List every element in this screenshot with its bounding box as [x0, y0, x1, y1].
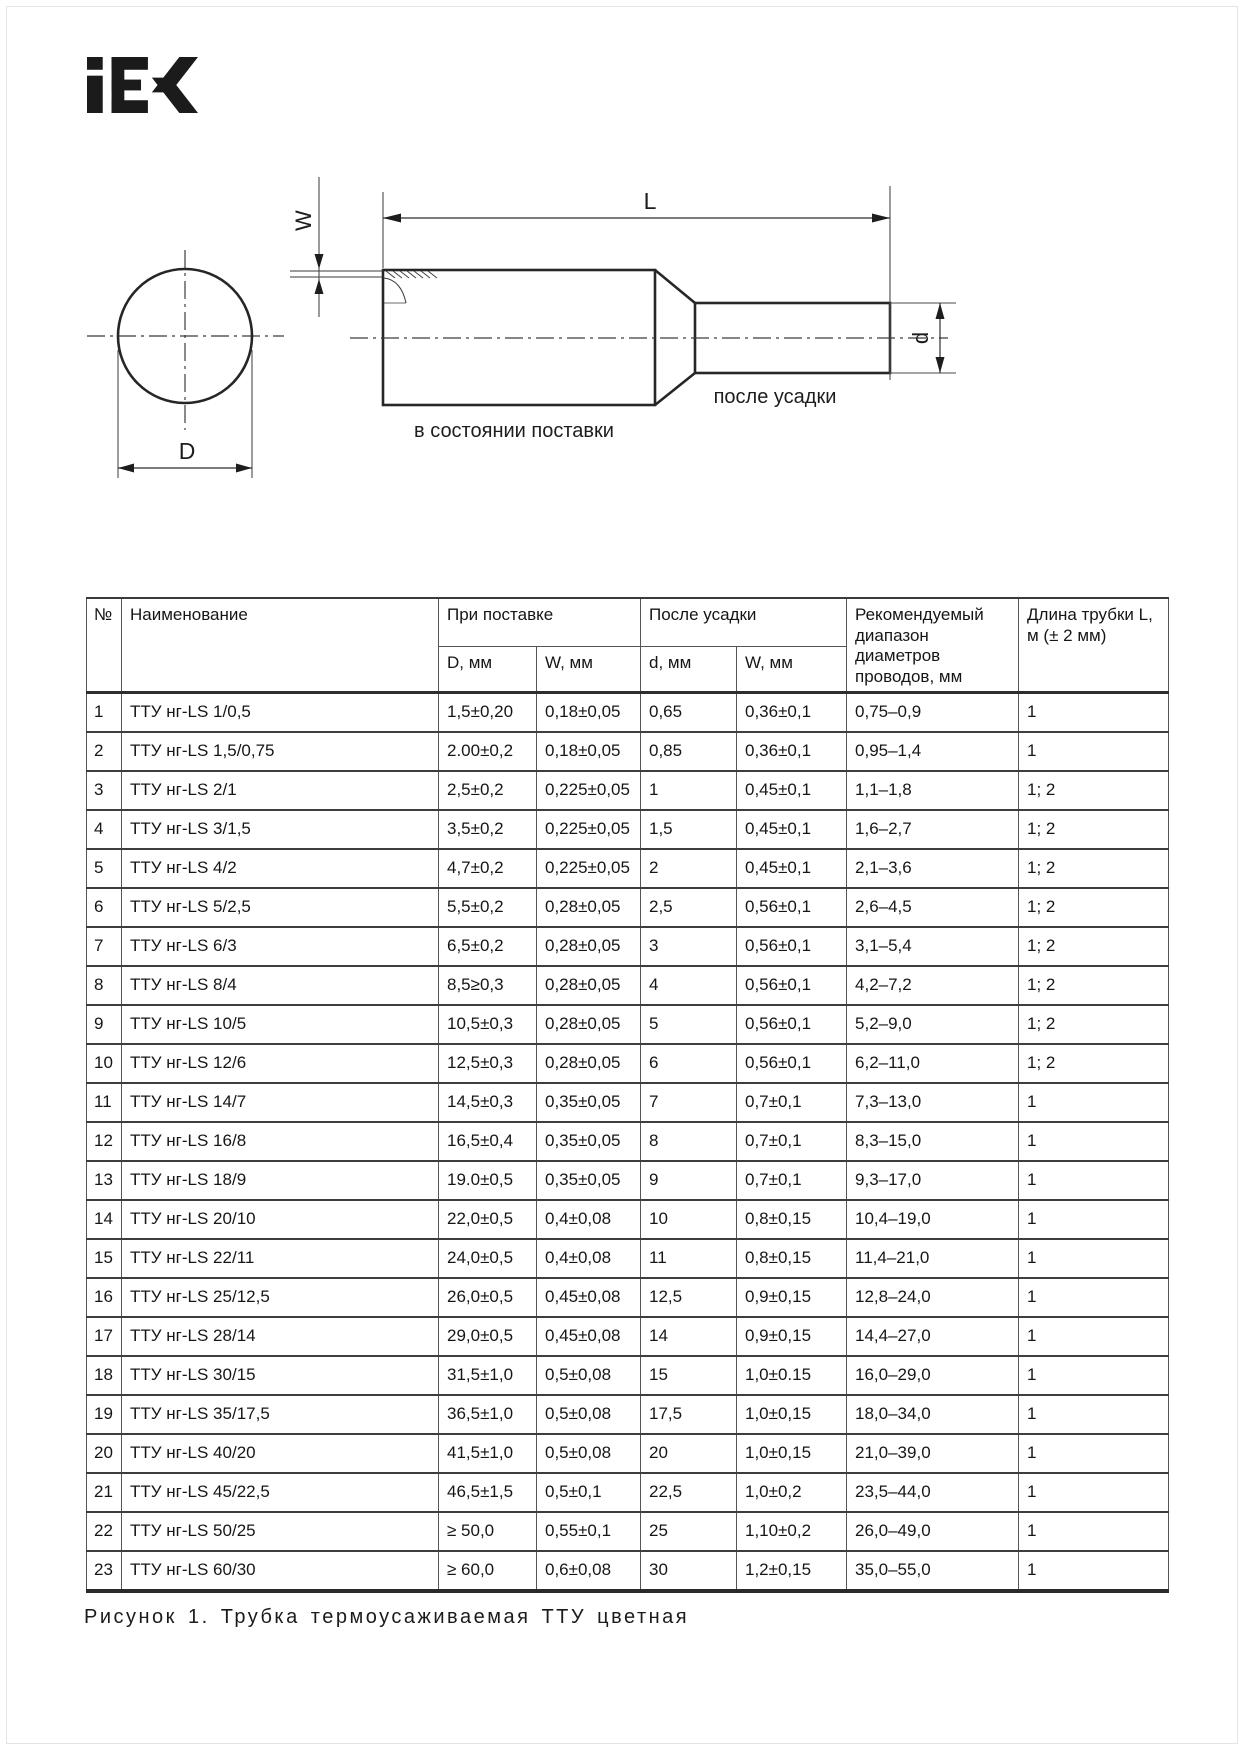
table-cell: 1,5	[641, 810, 737, 849]
table-row	[87, 1161, 1169, 1200]
header-d-supply: D, мм	[439, 646, 537, 692]
arrowhead-right-icon	[236, 464, 252, 473]
table-cell: 1,2±0,15	[737, 1551, 847, 1591]
table-cell: 21,0–39,0	[847, 1434, 1019, 1473]
table-cell: 0,28±0,05	[537, 1005, 641, 1044]
table-cell: 1,10±0,2	[737, 1512, 847, 1551]
table-cell: 7	[87, 927, 122, 966]
table-cell: 2,5±0,2	[439, 771, 537, 810]
table-cell: 0,35±0,05	[537, 1161, 641, 1200]
table-cell: 0,85	[641, 732, 737, 771]
header-range: Рекомендуемый диапазон диаметров проводов, мм	[847, 598, 1019, 692]
table-cell: 1	[1019, 1356, 1169, 1395]
table-cell: 1	[1019, 692, 1169, 732]
table-cell: 1	[1019, 1122, 1169, 1161]
table-body	[87, 692, 1169, 1591]
table-cell: ТТУ нг-LS 1/0,5	[122, 692, 439, 732]
table-row	[87, 1317, 1169, 1356]
table-cell: 0,225±0,05	[537, 849, 641, 888]
table-cell: 20	[87, 1434, 122, 1473]
table-cell: 1; 2	[1019, 771, 1169, 810]
table-row	[87, 849, 1169, 888]
table-cell: 2	[641, 849, 737, 888]
table-cell: ТТУ нг-LS 8/4	[122, 966, 439, 1005]
table-cell: ТТУ нг-LS 35/17,5	[122, 1395, 439, 1434]
table-cell: 0,28±0,05	[537, 1044, 641, 1083]
arrowhead-right-icon	[872, 214, 890, 223]
table-cell: 21	[87, 1473, 122, 1512]
table-cell: ТТУ нг-LS 14/7	[122, 1083, 439, 1122]
table-cell: 19	[87, 1395, 122, 1434]
table-cell: ТТУ нг-LS 5/2,5	[122, 888, 439, 927]
table-cell: ≥ 60,0	[439, 1551, 537, 1591]
table-cell: 1	[1019, 1395, 1169, 1434]
table-row	[87, 1434, 1169, 1473]
table-cell: 12,8–24,0	[847, 1278, 1019, 1317]
table-cell: 5	[641, 1005, 737, 1044]
header-shrink-group: После усадки	[641, 598, 847, 646]
table-row	[87, 927, 1169, 966]
table-cell: 2,5	[641, 888, 737, 927]
table-cell: 1	[87, 692, 122, 732]
table-cell: 0,5±0,08	[537, 1395, 641, 1434]
table-cell: 1,0±0,15	[737, 1434, 847, 1473]
table-cell: 10,4–19,0	[847, 1200, 1019, 1239]
table-cell: 1; 2	[1019, 1005, 1169, 1044]
table-cell: 1,0±0,15	[737, 1395, 847, 1434]
table-cell: 6	[641, 1044, 737, 1083]
table-cell: 18	[87, 1356, 122, 1395]
table-cell: 0,65	[641, 692, 737, 732]
table-cell: 0,35±0,05	[537, 1122, 641, 1161]
table-cell: ТТУ нг-LS 45/22,5	[122, 1473, 439, 1512]
table-cell: 0,5±0,08	[537, 1434, 641, 1473]
table-cell: ТТУ нг-LS 4/2	[122, 849, 439, 888]
table-cell: 14	[87, 1200, 122, 1239]
table-cell: 23,5–44,0	[847, 1473, 1019, 1512]
table-cell: 12,5±0,3	[439, 1044, 537, 1083]
header-name: Наименование	[122, 598, 439, 692]
table-cell: 6,5±0,2	[439, 927, 537, 966]
table-row	[87, 1512, 1169, 1551]
table-cell: 0,36±0,1	[737, 692, 847, 732]
table-cell: ТТУ нг-LS 18/9	[122, 1161, 439, 1200]
table-cell: 14	[641, 1317, 737, 1356]
table-cell: 0,56±0,1	[737, 888, 847, 927]
table-cell: 31,5±1,0	[439, 1356, 537, 1395]
table-cell: 1	[1019, 732, 1169, 771]
table-cell: 22,0±0,5	[439, 1200, 537, 1239]
table-cell: 46,5±1,5	[439, 1473, 537, 1512]
table-cell: 4,7±0,2	[439, 849, 537, 888]
logo-e-top	[112, 57, 148, 70]
table-cell: 35,0–55,0	[847, 1551, 1019, 1591]
table-cell: 1	[1019, 1512, 1169, 1551]
table-cell: 0,28±0,05	[537, 927, 641, 966]
table-cell: 1,0±0,2	[737, 1473, 847, 1512]
table-cell: 8,3–15,0	[847, 1122, 1019, 1161]
table-cell: 0,36±0,1	[737, 732, 847, 771]
table-cell: ТТУ нг-LS 1,5/0,75	[122, 732, 439, 771]
table-cell: 1; 2	[1019, 927, 1169, 966]
table-cell: 24,0±0,5	[439, 1239, 537, 1278]
table-cell: 10,5±0,3	[439, 1005, 537, 1044]
table-cell: 14,5±0,3	[439, 1083, 537, 1122]
table-row	[87, 692, 1169, 732]
table-cell: 0,56±0,1	[737, 966, 847, 1005]
table-cell: 0,28±0,05	[537, 888, 641, 927]
header-supply-group: При поставке	[439, 598, 641, 646]
table-cell: 0,6±0,08	[537, 1551, 641, 1591]
supply-state-label: в состоянии поставки	[414, 420, 614, 442]
table-cell: ТТУ нг-LS 16/8	[122, 1122, 439, 1161]
table-cell: 14,4–27,0	[847, 1317, 1019, 1356]
table-row	[87, 1044, 1169, 1083]
table-cell: 1,5±0,20	[439, 692, 537, 732]
table-cell: 29,0±0,5	[439, 1317, 537, 1356]
table-cell: 17,5	[641, 1395, 737, 1434]
table-cell: ТТУ нг-LS 60/30	[122, 1551, 439, 1591]
table-cell: 1	[1019, 1317, 1169, 1356]
table-cell: 0,8±0,15	[737, 1239, 847, 1278]
table-cell: 3,1–5,4	[847, 927, 1019, 966]
arrowhead-left-icon	[383, 214, 401, 223]
figure-caption: Рисунок 1. Трубка термоусаживаемая ТТУ цветная	[84, 1606, 690, 1628]
table-cell: ≥ 50,0	[439, 1512, 537, 1551]
table-cell: 0,7±0,1	[737, 1161, 847, 1200]
table-cell: ТТУ нг-LS 2/1	[122, 771, 439, 810]
spec-table	[86, 597, 1169, 1593]
table-cell: 7,3–13,0	[847, 1083, 1019, 1122]
table-row	[87, 810, 1169, 849]
table-cell: 1; 2	[1019, 849, 1169, 888]
table-cell: 0,225±0,05	[537, 810, 641, 849]
table-cell: 25	[641, 1512, 737, 1551]
shrink-state-label: после усадки	[713, 386, 837, 408]
d-dimension-label: D	[178, 438, 196, 464]
table-cell: 5	[87, 849, 122, 888]
table-cell: 0,56±0,1	[737, 1044, 847, 1083]
table-cell: 22	[87, 1512, 122, 1551]
header-length: Длина трубки L, м (± 2 мм)	[1019, 598, 1169, 692]
logo-e-mid	[112, 80, 141, 91]
table-row	[87, 1395, 1169, 1434]
table-cell: 20	[641, 1434, 737, 1473]
table-cell: 1	[1019, 1161, 1169, 1200]
table-row	[87, 771, 1169, 810]
table-cell: 6	[87, 888, 122, 927]
table-cell: 0,18±0,05	[537, 732, 641, 771]
table-cell: 17	[87, 1317, 122, 1356]
table-cell: 36,5±1,0	[439, 1395, 537, 1434]
table-cell: 0,9±0,15	[737, 1278, 847, 1317]
table-cell: 2,1–3,6	[847, 849, 1019, 888]
table-cell: ТТУ нг-LS 25/12,5	[122, 1278, 439, 1317]
table-cell: 0,4±0,08	[537, 1200, 641, 1239]
table-cell: 1	[1019, 1473, 1169, 1512]
table-cell: 0,45±0,08	[537, 1317, 641, 1356]
table-header	[87, 598, 1169, 692]
table-row	[87, 1083, 1169, 1122]
table-row	[87, 1278, 1169, 1317]
table-cell: 10	[641, 1200, 737, 1239]
table-cell: ТТУ нг-LS 40/20	[122, 1434, 439, 1473]
arrowhead-down-icon	[315, 254, 324, 269]
table-cell: 0,18±0,05	[537, 692, 641, 732]
table-cell: 1	[1019, 1239, 1169, 1278]
table-row	[87, 1005, 1169, 1044]
table-cell: 0,45±0,1	[737, 849, 847, 888]
d-small-dimension-label: d	[908, 331, 933, 345]
table-cell: ТТУ нг-LS 20/10	[122, 1200, 439, 1239]
table-row	[87, 1200, 1169, 1239]
table-cell: 4	[641, 966, 737, 1005]
logo-e-bottom	[112, 100, 148, 113]
table-cell: 0,45±0,1	[737, 810, 847, 849]
taper-top	[655, 270, 695, 303]
table-cell: 23	[87, 1551, 122, 1591]
logo-i-dot	[87, 57, 103, 70]
table-cell: 1; 2	[1019, 1044, 1169, 1083]
table-cell: 18,0–34,0	[847, 1395, 1019, 1434]
table-cell: 3,5±0,2	[439, 810, 537, 849]
table-cell: 0,9±0,15	[737, 1317, 847, 1356]
table-cell: 3	[87, 771, 122, 810]
header-no: №	[87, 598, 122, 692]
table-cell: ТТУ нг-LS 12/6	[122, 1044, 439, 1083]
table-cell: 1,1–1,8	[847, 771, 1019, 810]
table-cell: 9	[87, 1005, 122, 1044]
table-cell: 1	[1019, 1083, 1169, 1122]
table-cell: 4,2–7,2	[847, 966, 1019, 1005]
table-cell: 0,35±0,05	[537, 1083, 641, 1122]
table-row	[87, 1356, 1169, 1395]
table-cell: 11,4–21,0	[847, 1239, 1019, 1278]
header-w-supply: W, мм	[537, 646, 641, 692]
table-cell: 8	[641, 1122, 737, 1161]
arrowhead-down-icon	[936, 357, 945, 373]
table-cell: 11	[641, 1239, 737, 1278]
table-cell: 16	[87, 1278, 122, 1317]
taper-bottom	[655, 373, 695, 405]
table-cell: ТТУ нг-LS 3/1,5	[122, 810, 439, 849]
table-cell: 0,225±0,05	[537, 771, 641, 810]
table-cell: 1	[1019, 1200, 1169, 1239]
table-cell: 5,5±0,2	[439, 888, 537, 927]
table-cell: 13	[87, 1161, 122, 1200]
table-cell: ТТУ нг-LS 10/5	[122, 1005, 439, 1044]
header-w-shrink: W, мм	[737, 646, 847, 692]
table-cell: 3	[641, 927, 737, 966]
table-cell: 9,3–17,0	[847, 1161, 1019, 1200]
table-row	[87, 1239, 1169, 1278]
table-cell: 0,75–0,9	[847, 692, 1019, 732]
table-cell: 1,6–2,7	[847, 810, 1019, 849]
header-d-shrink: d, мм	[641, 646, 737, 692]
table-cell: 0,5±0,1	[537, 1473, 641, 1512]
arrowhead-up-icon	[936, 303, 945, 319]
iek-logo	[87, 56, 199, 114]
table-row	[87, 1551, 1169, 1591]
table-cell: 0,8±0,15	[737, 1200, 847, 1239]
table-cell: 30	[641, 1551, 737, 1591]
table-row	[87, 732, 1169, 771]
table-cell: 0,56±0,1	[737, 927, 847, 966]
technical-drawing	[0, 140, 1244, 500]
table-row	[87, 966, 1169, 1005]
arrowhead-up-icon	[315, 279, 324, 294]
table-cell: 0,4±0,08	[537, 1239, 641, 1278]
table-cell: 1	[1019, 1434, 1169, 1473]
logo-i-stem	[87, 76, 103, 113]
table-cell: 0,45±0,08	[537, 1278, 641, 1317]
table-cell: 7	[641, 1083, 737, 1122]
table-cell: ТТУ нг-LS 22/11	[122, 1239, 439, 1278]
table-cell: 8	[87, 966, 122, 1005]
table-cell: 8,5≥0,3	[439, 966, 537, 1005]
table-cell: 0,55±0,1	[537, 1512, 641, 1551]
table-cell: 1; 2	[1019, 810, 1169, 849]
table-cell: 0,7±0,1	[737, 1083, 847, 1122]
table-cell: 15	[641, 1356, 737, 1395]
table-cell: 6,2–11,0	[847, 1044, 1019, 1083]
table-cell: 9	[641, 1161, 737, 1200]
table-cell: 1; 2	[1019, 888, 1169, 927]
table-cell: 5,2–9,0	[847, 1005, 1019, 1044]
table-cell: 4	[87, 810, 122, 849]
table-row	[87, 1122, 1169, 1161]
table-row	[87, 888, 1169, 927]
arrowhead-left-icon	[118, 464, 134, 473]
table-cell: 0,56±0,1	[737, 1005, 847, 1044]
table-cell: 41,5±1,0	[439, 1434, 537, 1473]
table-cell: 15	[87, 1239, 122, 1278]
table-cell: 16,0–29,0	[847, 1356, 1019, 1395]
table-cell: 0,95–1,4	[847, 732, 1019, 771]
table-cell: ТТУ нг-LS 30/15	[122, 1356, 439, 1395]
table-cell: 2.00±0,2	[439, 732, 537, 771]
table-cell: ТТУ нг-LS 28/14	[122, 1317, 439, 1356]
table-cell: 1	[1019, 1551, 1169, 1591]
table-cell: 1	[1019, 1278, 1169, 1317]
table-cell: 0,5±0,08	[537, 1356, 641, 1395]
table-cell: 0,28±0,05	[537, 966, 641, 1005]
table-cell: 19.0±0,5	[439, 1161, 537, 1200]
table-cell: 22,5	[641, 1473, 737, 1512]
table-cell: ТТУ нг-LS 50/25	[122, 1512, 439, 1551]
table-cell: 12,5	[641, 1278, 737, 1317]
table-cell: ТТУ нг-LS 6/3	[122, 927, 439, 966]
table-cell: 10	[87, 1044, 122, 1083]
table-cell: 1; 2	[1019, 966, 1169, 1005]
table-cell: 16,5±0,4	[439, 1122, 537, 1161]
w-dimension-label: W	[291, 210, 316, 231]
table-cell: 2	[87, 732, 122, 771]
table-cell: 12	[87, 1122, 122, 1161]
table-row	[87, 1473, 1169, 1512]
table-cell: 26,0±0,5	[439, 1278, 537, 1317]
table-cell: 1	[641, 771, 737, 810]
table-cell: 0,7±0,1	[737, 1122, 847, 1161]
table-cell: 2,6–4,5	[847, 888, 1019, 927]
table-cell: 26,0–49,0	[847, 1512, 1019, 1551]
table-cell: 0,45±0,1	[737, 771, 847, 810]
l-dimension-label: L	[643, 188, 657, 214]
table-cell: 1,0±0.15	[737, 1356, 847, 1395]
table-cell: 11	[87, 1083, 122, 1122]
